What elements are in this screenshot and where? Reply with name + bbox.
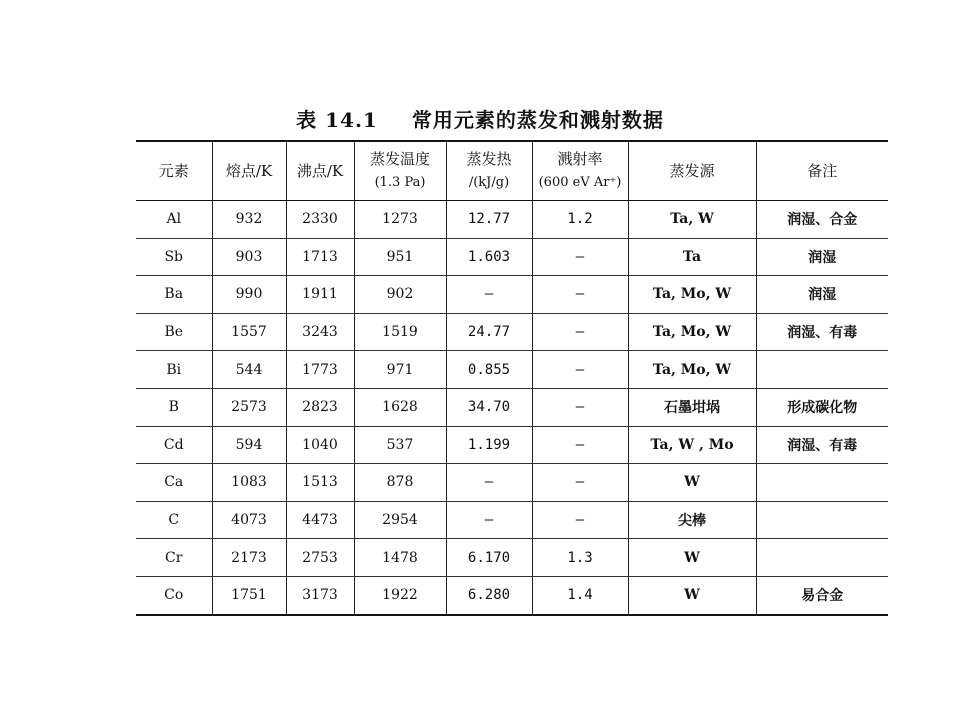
cell-boiling-point: 1713 bbox=[286, 238, 354, 276]
cell-evaporation-source: 尖棒 bbox=[628, 501, 756, 539]
cell-sputter-yield: – bbox=[532, 276, 628, 314]
cell-evaporation-temperature: 971 bbox=[354, 351, 446, 389]
cell-element: Be bbox=[136, 313, 212, 351]
cell-boiling-point: 3173 bbox=[286, 576, 354, 614]
cell-melting-point: 1751 bbox=[212, 576, 286, 614]
cell-boiling-point: 4473 bbox=[286, 501, 354, 539]
cell-evaporation-heat: 34.70 bbox=[446, 388, 532, 426]
cell-element: Cr bbox=[136, 539, 212, 577]
cell-element: Sb bbox=[136, 238, 212, 276]
cell-melting-point: 594 bbox=[212, 426, 286, 464]
header-evaporation-heat bbox=[446, 141, 532, 201]
table-row bbox=[136, 539, 888, 577]
cell-melting-point: 903 bbox=[212, 238, 286, 276]
cell-melting-point: 1557 bbox=[212, 313, 286, 351]
cell-remarks bbox=[756, 539, 888, 577]
cell-boiling-point: 1513 bbox=[286, 464, 354, 502]
table-row bbox=[136, 426, 888, 464]
cell-sputter-yield: – bbox=[532, 464, 628, 502]
cell-remarks bbox=[756, 351, 888, 389]
cell-element: C bbox=[136, 501, 212, 539]
table-caption bbox=[0, 104, 960, 133]
header-label: 元素 bbox=[158, 162, 189, 180]
table-row bbox=[136, 501, 888, 539]
cell-element: B bbox=[136, 388, 212, 426]
cell-evaporation-heat: – bbox=[446, 464, 532, 502]
cell-melting-point: 2173 bbox=[212, 539, 286, 577]
cell-boiling-point: 1040 bbox=[286, 426, 354, 464]
header-sublabel: /(kJ/g) bbox=[468, 175, 510, 190]
cell-remarks: 润湿 bbox=[756, 238, 888, 276]
cell-evaporation-temperature: 1519 bbox=[354, 313, 446, 351]
cell-sputter-yield: – bbox=[532, 388, 628, 426]
cell-sputter-yield: 1.4 bbox=[532, 576, 628, 614]
cell-remarks: 润湿、有毒 bbox=[756, 426, 888, 464]
cell-evaporation-heat: 1.603 bbox=[446, 238, 532, 276]
header-sublabel: (600 eV Ar⁺) bbox=[538, 175, 622, 190]
cell-evaporation-source: W bbox=[628, 576, 756, 614]
cell-evaporation-heat: 6.280 bbox=[446, 576, 532, 614]
cell-evaporation-heat: 1.199 bbox=[446, 426, 532, 464]
cell-melting-point: 1083 bbox=[212, 464, 286, 502]
header-row bbox=[136, 141, 888, 201]
cell-evaporation-source: Ta, W , Mo bbox=[628, 426, 756, 464]
header-sputter-yield bbox=[532, 141, 628, 201]
cell-evaporation-temperature: 951 bbox=[354, 238, 446, 276]
cell-sputter-yield: – bbox=[532, 501, 628, 539]
cell-remarks: 形成碳化物 bbox=[756, 388, 888, 426]
cell-element: Ba bbox=[136, 276, 212, 314]
cell-evaporation-source: Ta bbox=[628, 238, 756, 276]
cell-evaporation-source: Ta, Mo, W bbox=[628, 313, 756, 351]
data-table bbox=[136, 140, 888, 616]
cell-remarks bbox=[756, 464, 888, 502]
table-row bbox=[136, 201, 888, 239]
cell-melting-point: 2573 bbox=[212, 388, 286, 426]
table-row bbox=[136, 238, 888, 276]
header-remarks bbox=[756, 141, 888, 201]
table-header bbox=[136, 141, 888, 201]
table-row bbox=[136, 351, 888, 389]
cell-remarks: 易合金 bbox=[756, 576, 888, 614]
cell-evaporation-heat: 24.77 bbox=[446, 313, 532, 351]
cell-element: Co bbox=[136, 576, 212, 614]
cell-evaporation-heat: – bbox=[446, 276, 532, 314]
header-boiling-point bbox=[286, 141, 354, 201]
cell-sputter-yield: – bbox=[532, 238, 628, 276]
header-label: 蒸发热 bbox=[466, 150, 512, 168]
cell-sputter-yield: 1.2 bbox=[532, 201, 628, 239]
cell-evaporation-temperature: 902 bbox=[354, 276, 446, 314]
table-row bbox=[136, 276, 888, 314]
header-label: 溅射率 bbox=[557, 150, 603, 168]
cell-element: Bi bbox=[136, 351, 212, 389]
table-number: 表 14.1 bbox=[296, 108, 378, 132]
cell-evaporation-temperature: 1478 bbox=[354, 539, 446, 577]
cell-melting-point: 544 bbox=[212, 351, 286, 389]
cell-element: Cd bbox=[136, 426, 212, 464]
header-label: 蒸发温度 bbox=[369, 150, 430, 168]
cell-evaporation-temperature: 878 bbox=[354, 464, 446, 502]
table-title: 常用元素的蒸发和溅射数据 bbox=[411, 108, 664, 132]
header-evaporation-temperature bbox=[354, 141, 446, 201]
cell-evaporation-temperature: 537 bbox=[354, 426, 446, 464]
cell-remarks: 润湿、有毒 bbox=[756, 313, 888, 351]
cell-evaporation-heat: 12.77 bbox=[446, 201, 532, 239]
header-label: 沸点/K bbox=[296, 162, 344, 180]
header-melting-point bbox=[212, 141, 286, 201]
cell-boiling-point: 2330 bbox=[286, 201, 354, 239]
cell-evaporation-temperature: 1628 bbox=[354, 388, 446, 426]
cell-evaporation-temperature: 1922 bbox=[354, 576, 446, 614]
header-evaporation-source bbox=[628, 141, 756, 201]
cell-element: Al bbox=[136, 201, 212, 239]
table-row bbox=[136, 388, 888, 426]
header-label: 蒸发源 bbox=[669, 162, 715, 180]
cell-remarks bbox=[756, 501, 888, 539]
cell-boiling-point: 1911 bbox=[286, 276, 354, 314]
cell-boiling-point: 3243 bbox=[286, 313, 354, 351]
cell-element: Ca bbox=[136, 464, 212, 502]
header-label: 熔点/K bbox=[225, 162, 273, 180]
cell-evaporation-temperature: 2954 bbox=[354, 501, 446, 539]
cell-evaporation-source: Ta, Mo, W bbox=[628, 276, 756, 314]
cell-evaporation-source: W bbox=[628, 539, 756, 577]
table-row bbox=[136, 576, 888, 614]
header-sublabel: (1.3 Pa) bbox=[374, 175, 426, 190]
table-row bbox=[136, 464, 888, 502]
cell-evaporation-source: W bbox=[628, 464, 756, 502]
cell-melting-point: 4073 bbox=[212, 501, 286, 539]
cell-evaporation-source: Ta, W bbox=[628, 201, 756, 239]
header-label: 备注 bbox=[807, 162, 838, 180]
cell-remarks: 润湿、合金 bbox=[756, 201, 888, 239]
cell-boiling-point: 2823 bbox=[286, 388, 354, 426]
cell-evaporation-source: Ta, Mo, W bbox=[628, 351, 756, 389]
cell-boiling-point: 2753 bbox=[286, 539, 354, 577]
header-element bbox=[136, 141, 212, 201]
cell-evaporation-temperature: 1273 bbox=[354, 201, 446, 239]
cell-evaporation-heat: – bbox=[446, 501, 532, 539]
cell-melting-point: 990 bbox=[212, 276, 286, 314]
cell-evaporation-source: 石墨坩埚 bbox=[628, 388, 756, 426]
table-body bbox=[136, 201, 888, 615]
cell-remarks: 润湿 bbox=[756, 276, 888, 314]
table-row bbox=[136, 313, 888, 351]
cell-evaporation-heat: 0.855 bbox=[446, 351, 532, 389]
cell-boiling-point: 1773 bbox=[286, 351, 354, 389]
cell-sputter-yield: – bbox=[532, 313, 628, 351]
cell-sputter-yield: – bbox=[532, 351, 628, 389]
cell-sputter-yield: 1.3 bbox=[532, 539, 628, 577]
cell-evaporation-heat: 6.170 bbox=[446, 539, 532, 577]
cell-melting-point: 932 bbox=[212, 201, 286, 239]
cell-sputter-yield: – bbox=[532, 426, 628, 464]
